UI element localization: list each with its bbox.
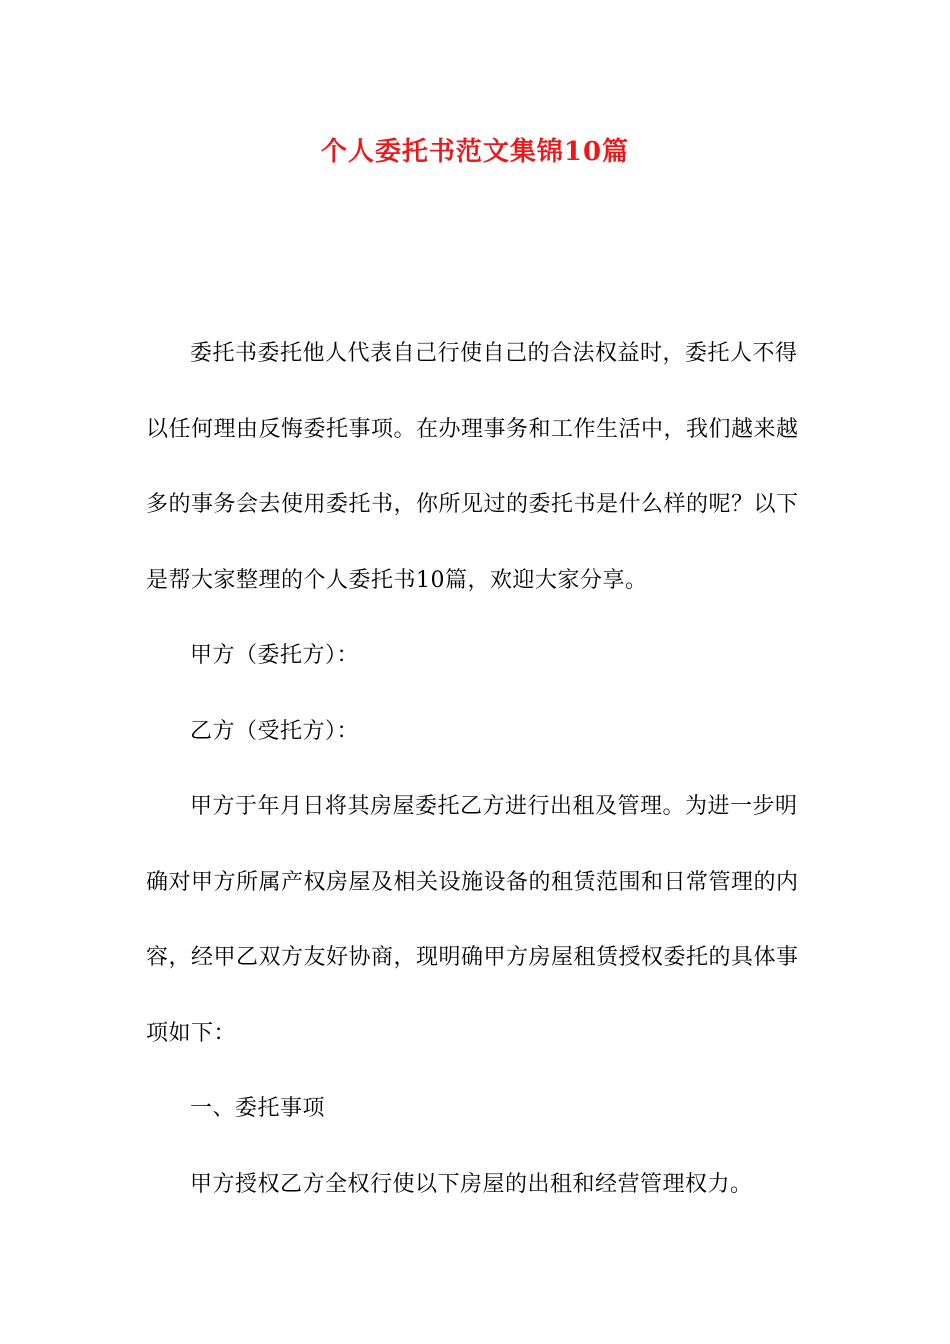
section-heading-entrusted-matters: 一、委托事项 bbox=[190, 1096, 326, 1121]
paragraph-party-a: 甲方（委托方）： bbox=[190, 643, 360, 668]
paragraph-agreement: 甲方于年月日将其房屋委托乙方进行出租及管理。为进一步明确对甲方所属产权房屋及相关设施设备的租赁范围和日常管理的内容，经甲乙双方友好协商，现明确甲方房屋租赁授权委托的具体事项如下： bbox=[146, 794, 799, 1046]
document-title: 个人委托书范文集锦10篇 bbox=[320, 137, 630, 167]
paragraph-authorization: 甲方授权乙方全权行使以下房屋的出租和经营管理权力。 bbox=[190, 1171, 753, 1197]
document-body bbox=[146, 316, 808, 1222]
paragraph-intro: 委托书委托他人代表自己行使自己的合法权益时，委托人不得以任何理由反悔委托事项。在办理事务和工作生活中，我们越来越多的事务会去使用委托书，你所见过的委托书是什么样的呢？以下是帮大家整理的个人委托书10篇，欢迎大家分享。 bbox=[146, 341, 799, 593]
paragraph-party-b: 乙方（受托方）： bbox=[190, 718, 360, 744]
